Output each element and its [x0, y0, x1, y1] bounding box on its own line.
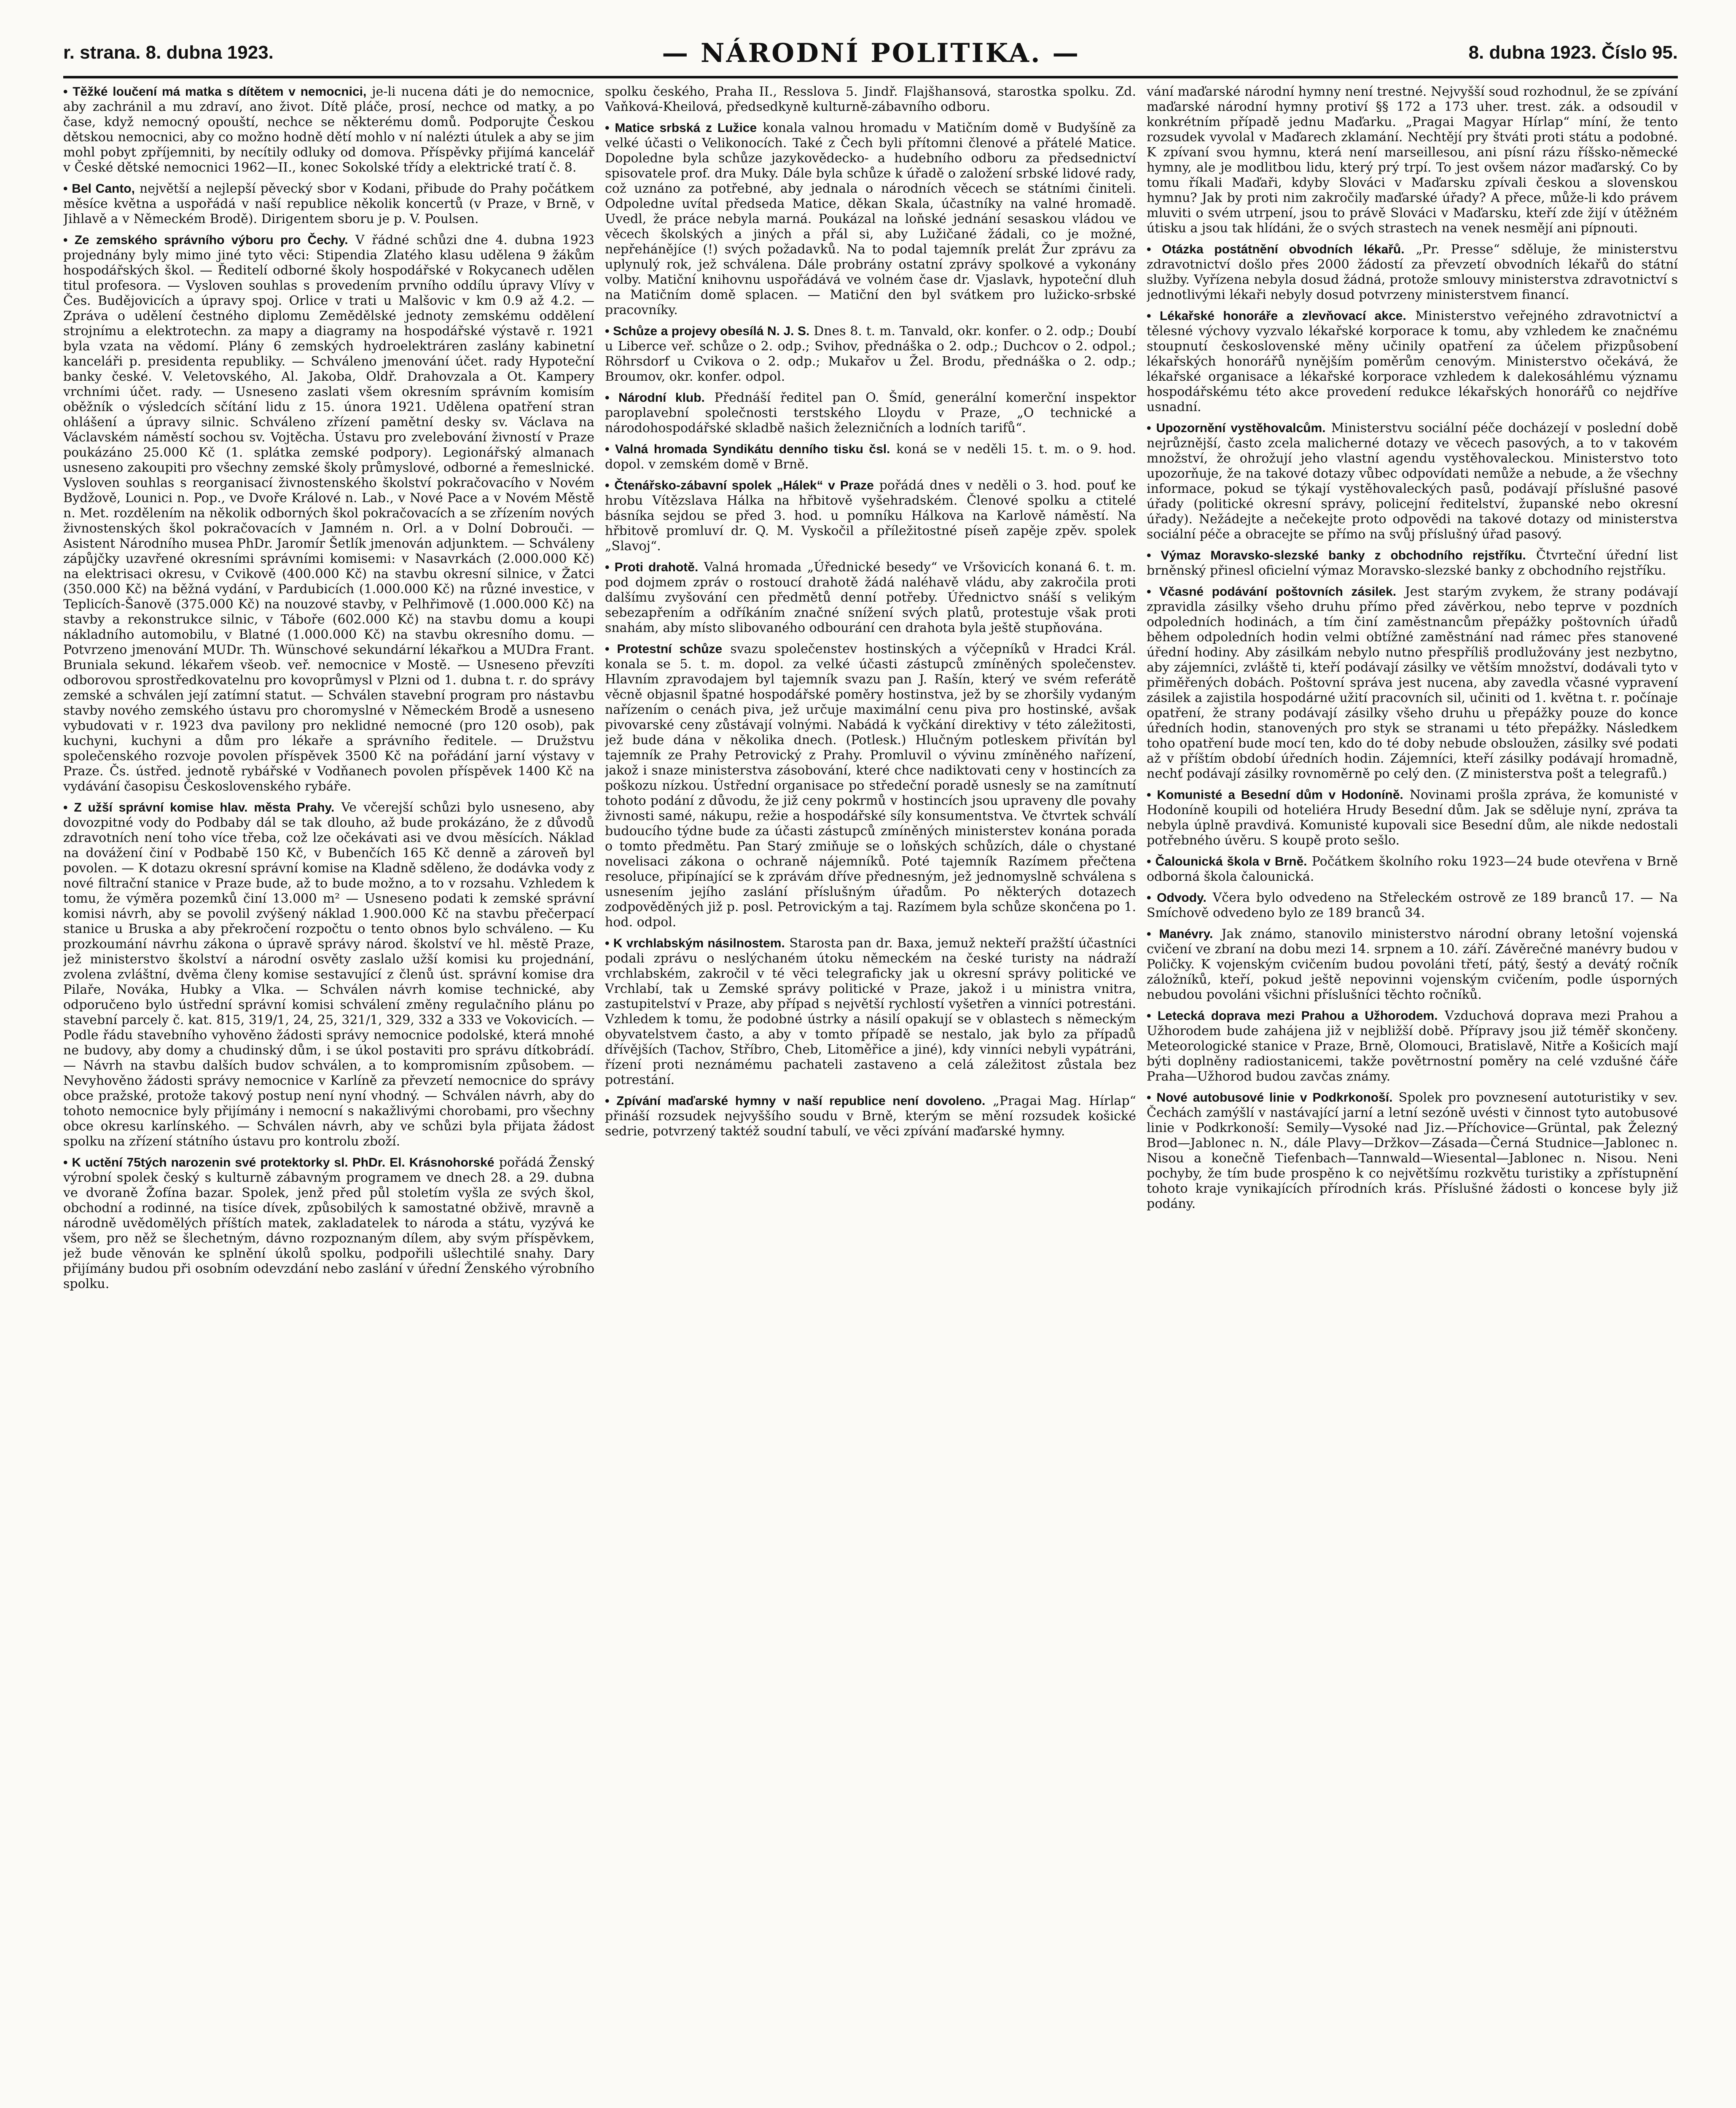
news-item [63, 1155, 594, 1292]
news-item [605, 121, 1136, 318]
column-3 [1147, 84, 1678, 2108]
news-headline: • Ze zemského správního výboru pro Čechy. [63, 233, 348, 247]
news-item [605, 478, 1136, 554]
news-headline: • Letecká doprava mezi Prahou a Užhorodem. [1147, 1009, 1438, 1023]
news-body: Jest starým zvykem, že strany podávají zpravidla zásilky všeho druhu přímo před závěrkou, nebo teprve v pozdních odpoledních hodinách, a tím činí zaměstnancům přepážky poštovních úřadů během odpoledních hodin velmi obtížné zaměstnání nad rámec přes stanovené úřední hodiny. Aby zásilkám nebylo nutno přespříliš prodlužovány jest nezbytno, aby zájemníci, zvláště ti, kteří podávají zásilky ve větším množství, dodávali tyto v přiměřených dobách. Poštovní správa jest nucena, aby zavedla včasné vypravení zásilek a zajistila hospodárné užití pracovních sil, učiniti od 1. května t. r. počínaje opatření, že strany podávají zásilky všeho druhu u přepážky pouze do konce úředních hodin, stanovených pro styk se stranami u této přepážky. Následkem toho opatření bude mocí ten, kdo do té doby nebude obsloužen, zásilky své podati až v příštím období úředních hodin. Zájemníci, kteří zásilky podávají hromadně, nechť podávají zásilky rovnoměrně po celý den. (Z ministerstva pošt a telegrafů.) [1147, 584, 1678, 781]
news-headline: • Otázka postátnění obvodních lékařů. [1147, 242, 1405, 256]
news-body: Ministerstvu sociální péče docházejí v poslední době nejrůznější, často zcela malicherné dotazy ve věcech pasových, a to v takovém množství, že ohrožují jeho vlastní agendu vystěhovaleckou. Ministerstvo toto upozorňuje, že na takové dotazy vůbec odpovídati nemůže a nebude, a že všechny informace, pokud se týkají vystěhovaleckých pasů, podávají příslušné pasové úřady (politické okresní správy, policejní ředitelství, županské nebo okresní úřady). Nežádejte a nečekejte proto odpovědi na takové dotazy od ministerstva sociální péče a obracejte se přímo na svůj příslušný úřad pasový. [1147, 421, 1678, 542]
news-body: Valná hromada „Úřednické besedy“ ve Vršovicích konaná 6. t. m. pod dojmem zpráv o rostoucí drahotě žádá naléhavě vládu, aby zakročila proti dalšímu zvyšování cen předmětů denní potřeby. Úřednictvo snáší s velikým sebezapřením a odříkáním značné snížení svých platů, protestuje však proti snahám, aby místo slibovaného odbourání cen drahota byla ještě stupňována. [605, 560, 1136, 635]
news-headline: • Čtenářsko-zábavní spolek „Hálek“ v Praze [605, 479, 874, 492]
news-headline: • Matice srbská z Lužice [605, 121, 757, 135]
news-item [63, 84, 594, 175]
news-item [605, 560, 1136, 636]
news-item [605, 390, 1136, 436]
news-headline: • Komunisté a Besední dům v Hodoníně. [1147, 788, 1403, 802]
news-item [1147, 84, 1678, 236]
news-body: Přednáší ředitel pan O. Šmíd, generální komerční inspektor paroplavební společnosti terstského Lloydu v Praze, „O technické a národohospodářské skladbě našich železničních a lodních tarifů“. [605, 390, 1136, 436]
news-body: svazu společenstev hostinských a výčepníků v Hradci Král. konala se 5. t. m. dopol. za velké účasti zástupců zmíněných společenstev. Hlavním zpravodajem byl tajemník svazu pan J. Rašín, který ve svém referátě věcně objasnil špatné hospodářské poměry hostinstva, jež by se zhoršily vydaným nařízením o cenách piva, jež určuje maximální cenu piva pro hostinské, avšak pivovarské ceny zůstávají volnými. Nabádá k vyčkání direktivy v této záležitosti, jež bude dána v několika dnech. (Potlesk.) Hlučným potleskem přivítán byl tajemník ze Prahy Petrovický z Prahy. Promluvil o vývinu zmíněného nařízení, jakož i snaze ministerstva zásobování, které chce nadiktovati ceny v hostincích za poškozu nízkou. Ústřední organisace po středeční poradě usnesly se na zamítnutí tohoto podání z důvodu, že již ceny pokrmů v hostincích jsou upraveny dle povahy živnosti samé, nákupu, režie a hospodářské síly konsumentstva. Ve čtvrtek schválí budoucího týdne bude za účasti zástupců zmíněných ministerstev konána porada o tomto předmětu. Pan Starý zmiňuje se o loňských schůzích, dále o chystané novelisaci zákona o ochraně nájemníků. Poté tajemník Razímem přečtena resoluce, připínající se k zprávám dříve přednesným, jež jednomyslně schválena s usnesením jejího zaslání příslušným úřadům. Po některých dotazech zodpověděných již p. posl. Petrovickým a taj. Razímem byla schůze skončena po 1. hod. odpol. [605, 642, 1136, 930]
news-headline: • Upozornění vystěhovalcům. [1147, 421, 1326, 435]
masthead-title: — NÁRODNÍ POLITIKA. — [662, 37, 1080, 68]
news-item [605, 936, 1136, 1088]
news-headline: • Valná hromada Syndikátu denního tisku čsl. [605, 442, 890, 456]
news-item [1147, 890, 1678, 921]
news-headline: • Proti drahotě. [605, 560, 698, 574]
news-body: Ministerstvo veřejného zdravotnictví a tělesné výchovy vyzvalo lékařské korporace k tomu, aby vzhledem ke značnému stoupnutí československé měny učinily opatření za účelem přizpůsobení lékařských honorářů nynějším poměrům cenovým. Ministerstvo očekává, že lékařské organisace a lékařské korporace vzhledem k dalekosáhlému významu hospodářskému této akce provedení redukce lékařských honorářů co nejdříve usnadní. [1147, 309, 1678, 414]
news-headline: • Z užší správní komise hlav. města Prahy. [63, 801, 334, 815]
news-body: Počátkem školního roku 1923—24 bude otevřena v Brně odborná škola čalounická. [1147, 854, 1678, 884]
news-headline: • K vrchlabským násilnostem. [605, 936, 785, 950]
news-item [1147, 242, 1678, 303]
news-body: pořádá dnes v neděli o 3. hod. pouť ke hrobu Vítězslava Hálka na hřbitově vyšehradském. Členové spolku a ctitelé básníka sejdou se před 3. hod. u pomníku Hálkova na Karlově náměstí. Na hřbitově promluví dr. Q. M. Vyskočil a příležitostné píseň zapěje zpěv. spolek „Slavoj“. [605, 478, 1136, 554]
news-body: „Pr. Presse“ sděluje, že ministerstvu zdravotnictví došlo přes 2000 žádostí za převzetí obvodních lékařů do státní služby. Vyřízena nebyla dosud žádná, protože smlouvy ministerstva zdravotnictví s jednotlivými lékaři nebyly dosud potvrzeny ministerstvem financí. [1147, 242, 1678, 302]
news-headline: • Odvody. [1147, 891, 1207, 905]
news-item [1147, 548, 1678, 578]
news-body: koná se v neděli 15. t. m. o 9. hod. dopol. v zemském domě v Brně. [605, 442, 1136, 472]
news-headline: • Těžké loučení má matka s dítětem v nemocnici, [63, 85, 366, 99]
news-headline: • Bel Canto, [63, 182, 135, 196]
news-item [1147, 421, 1678, 542]
news-body: Vzduchová doprava mezi Prahou a Užhorodem bude zahájena již v nejbližší době. Přípravy jsou již téměř skončeny. Meteorologické stanice v Praze, Brně, Olomouci, Bratislavě, Nitře a Košicích mají býti doplněny radiostanicemi, takže povětrnostní poměry na celé vzdušné čáře Praha—Užhorod budou zavčas známy. [1147, 1008, 1678, 1084]
header-issue-number: 8. dubna 1923. Číslo 95. [1468, 42, 1678, 63]
news-headline: • Národní klub. [605, 391, 705, 405]
column-2 [605, 84, 1136, 2108]
news-item [605, 324, 1136, 384]
news-item [1147, 927, 1678, 1003]
news-headline: • Včasné podávání poštovních zásilek. [1147, 585, 1396, 599]
news-headline: • Schůze a projevy obesílá N. J. S. [605, 324, 809, 338]
news-headline: • Protestní schůze [605, 642, 722, 656]
article-columns [63, 84, 1678, 2108]
news-item [605, 442, 1136, 472]
news-item [63, 233, 594, 794]
news-body: spolku českého, Praha II., Resslova 5. Jindř. Flajšhansová, starostka spolku. Zd. Vaňková-Kheilová, předsedkyně kulturně-zábavního odboru. [605, 84, 1136, 114]
news-body: Ve včerejší schůzi bylo usneseno, aby dovozpitné vody do Podbaby dál se tak dlouho, až bude prokázáno, že z důvodů zdravotních není toho více třeba, což lze očekávati asi ve dvou měsících. Náklad na dovážení činí v Podbabě 150 Kč, v Bubenčích 165 Kč denně a zároveň byl povolen. — K dotazu okresní správní komise na Kladně sděleno, že dodávka vody z nové filtrační stanice v Praze bude, až to bude možno, a to v rozsahu. Vzhledem k tomu, že výměra pozemků činí 13.000 m² — Usneseno podati k zemské správní komisi návrh, aby se povolil zvýšený náklad 1.900.000 Kč na stavbu přečerpací stanice u Bruska a aby překročení rozpočtu o tento obnos bylo schváleno. — Ku prozkoumání návrhu zákona o úpravě správy národ. školství ve hl. městě Praze, jež ministerstvo školství a národní osvěty zaslalo užší komisi ku projednání, zvolena zvláštní, dvěma členy komise sestavující z členů úst. správní komise dra Pilaře, Nováka, Hubky a Vlka. — Schválen návrh komise technické, aby odporučeno bylo ústřední správní komisi schválení změny regulačního plánu po stavební parcely č. kat. 815, 319/1, 24, 25, 321/1, 329, 332 a 333 ve Vokovicích. — Podle řádu stavebního vyhověno žádosti správy nemocnice podolské, která mnohé ne budovy, aby domy a chudinský dům, i se úkol postaviti pro správu dítkobrádí. — Návrh na stavbu dalších budov schválen, a to kompromisním způsobem. — Nevyhověno žádosti správy nemocnice v Karlíně za převzetí nemocnice do správy obce pražské, protože takový postup není nyní vhodný. — Schválen návrh, aby do tohoto nemocnice byly přijímány i nemocní s nakažlivými chorobami, pro všechny obce okresu karlínského. — Schválen návrh, aby ve schůzi byla přijata žádost spolku na zřízení státního ústavu pro kontrolu zboží. [63, 800, 594, 1149]
page-header [63, 30, 1678, 78]
news-body: V řádné schůzi dne 4. dubna 1923 projednány byly mimo jiné tyto věci: Stipendia Zlatého klasu udělena 9 žákům hospodářských škol. — Ředitelí odborné školy hospodářské v Rokycanech udělen titul profesora. — Vysloven souhlas s provedením prvního oddílu úpravy Vlívy v Čes. Budějovicích a úpravy spoj. Orlice v trati u Malšovic v km 0.9 až 4.2. — Zpráva o udělení čestného diplomu Zemědělské jednoty zemskému oddělení strojnímu a elektrotechn. za mapy a diagramy na hospodářské výstavě r. 1921 byla vzata na vědomí. Plány 6 zemských hydroelektráren zaslány kabinetní kanceláři p. presidenta republiky. — Schváleno jmenování účet. rady Hypoteční banky české. V. Veletovského, Al. Jakoba, Oldř. Drahovzala a Ot. Kampery vrchními účet. rady. — Usneseno zaslati všem okresním správním komisím oběžník o výsledcích sčítání lidu z 15. února 1921. Udělena opatření stran ohlášení a úpravy silnic. Schváleno zřízení pamětní desky sv. Václava na Václavském náměstí sochou sv. Vojtěcha. Ústavu pro zvelebování živností v Praze poukázáno 25.000 Kč (1. splátka zemské podpory). Legionářský almanach usneseno zakoupiti pro všechny zemské školy průmyslové, odborné a řemeslnické. Vysloven souhlas s reorganisací živnostenského školství pokračovacího v Novém Bydžově, Lounici n. Pop., ve Dvoře Králové n. Lab., v Nové Pace a v Novém Městě n. Met. rozdělením na několik odborných škol pokračovacích a se zřízením nových živnostenských škol pokračovacích v Jamném n. Orl. a v Dolní Dobrouči. — Asistent Národního musea PhDr. Jaromír Šetlík jmenován adjunktem. — Schváleny zápůjčky uzavřené okresními správními komisemi: v Nasavrkách (2.000.000 Kč) na elektrisaci okresu, v Cvikově (400.000 Kč) na stavbu okresní silnice, v Žatci (350.000 Kč) na běžná vydání, v Pardubicích (1.000.000 Kč) na různé investice, v Teplicích-Šanově (375.000 Kč) na nouzové stavby, v Pelhřimově (1.000.000 Kč) na stavby a rekonstrukce silnic, v Táboře (602.000 Kč) na stavbu domu a koupi nákladního automobilu, v Blatné (1.000.000 Kč) na stavbu okresního domu. — Potvrzeno jmenování MUDr. Th. Wünschové sekundární lékařkou a MUDra Frant. Bruniala sekund. lékařem všeob. veř. nemocnice v Mostě. — Usneseno převzíti odborovou sprostředkovatelnu pro kovoprůmysl v Plzni od 1. dubna t. r. do správy zemské a schválen její zatímní statut. — Schválen stavební program pro nástavbu stavby nového zemského ústavu pro choromyslné v Německém Brodě a usneseno vybudovati v r. 1923 dva pavilony pro neklidné nemocné (pro 120 osob), pak kuchyni, kuchyni a dům pro lékaře a správního ředitele. — Družstvu společenského rozvoje povolen příspěvek 3500 Kč na pořádání jarní výstavy v Praze. Čs. ústřed. jednotě rybářské v Vodňanech povolen příspěvek 1400 Kč na vydávání časopisu Československého rybáře. [63, 233, 594, 794]
news-item [1147, 309, 1678, 415]
news-body: Spolek pro povznesení autoturistiky v sev. Čechách zamýšlí v nastávající jarní a letní sezóně uvésti v činnost tyto autobusové linie v Podkrkonoší: Semily—Vysoké nad Jiz.—Příchovice—Grüntal, pak Železný Brod—Jablonec n. N., dále Plavy—Držkov—Zásada—Černá Studnice—Jablonec n. Nisou a konečně Tiefenbach—Tannwald—Wiesental—Jablonec n. Nisou. Neni pochyby, že tím bude prospěno k co největšímu rozkvětu turistiky a zpřístupnění tohoto kraje vynikajících přírodních krás. Příslušné žádosti o koncese byly již podány. [1147, 1090, 1678, 1211]
news-body: největší a nejlepší pěvecký sbor v Kodani, přibude do Prahy počátkem měsíce května a uspořádá v naší republice několik koncertů (v Praze, v Brně, v Jihlavě a v Německém Brodě). Dirigentem sboru je p. V. Poulsen. [63, 181, 594, 226]
news-item [1147, 854, 1678, 885]
column-1 [63, 84, 594, 2108]
news-item [1147, 1008, 1678, 1084]
news-body: Jak známo, stanovilo ministerstvo národní obrany letošní vojenská cvičení ve zbraní na dobu mezi 14. srpnem a 10. září. Závěrečné manévry budou v Poličky. K vojenským cvičením budou povoláni třetí, pátý, šestý a devátý ročník záložníků, kteří, pokud ještě nepovinni vojenským cvičením, podle úsporných nebudou povoláni všichni příslušníci těchto ročníků. [1147, 927, 1678, 1002]
news-headline: • Manévry. [1147, 927, 1213, 941]
news-item [63, 181, 594, 227]
news-headline: • Lékařské honoráře a zlevňovací akce. [1147, 309, 1406, 323]
news-body: je-li nucena dáti je do nemocnice, aby zachránil a mu zdraví, ano život. Dítě pláče, prosí, nechce od matky, a po čase, když nemocný opouští, nechce se některému domů. Podporujte Českou dětskou nemocnici, aby co možno hodně dětí mohlo v ní nalézti útulek a aby se jim mohl pobyt zpříjemniti, by necítily odluky od domova. Příspěvky přijímá kancelář v České dětské nemocnici 1962—II., konec Sokolské třídy a elektrické tratí č. 8. [63, 84, 594, 175]
news-body: Dnes 8. t. m. Tanvald, okr. konfer. o 2. odp.; Doubí u Liberce veř. schůze o 2. odp.; Svihov, přednáška o 2. odp.; Duchcov o 2. odpol.; Röhrsdorf u Cvikova o 2. odp.; Mukařov u Žel. Brodu, přednáška o 2. odp.; Broumov, okr. konfer. odpol. [605, 324, 1136, 384]
news-body: konala valnou hromadu v Matičním domě v Budyšíně za velké účasti o Velikonocích. Také z Čech byli přítomni členové a přátelé Matice. Dopoledne byla schůze jazykovědecko- a hudebního odboru za předsednictví spisovatele prof. dra Muky. Dále byla schůze k úřadě o založení srbské lidové rady, což uznáno za potřebné, aby jednala o národních věcech se státními činiteli. Odpoledne uvítal předseda Matice, děkan Skala, účastníky na valné hromadě. Uvedl, že práce nebyla marná. Poukázal na loňské jednání sesaskou vládou ve věcech školských a jiných a přál si, aby Lužičané žádali, co je možné, nepřehánějíce (!) svých požadavků. Na to podal tajemník prelát Žur zprávu za uplynulý rok, jež schválena. Dále probrány ostatní zprávy spolkové a vykonány volby. Matiční knihovnu uspořádává ve volném čase dr. Vjaslavk, hypoteční dluh na Matičním domě splacen. — Matiční den byl svátkem pro lužicko-srbské pracovníky. [605, 121, 1136, 317]
news-headline: • Čalounická škola v Brně. [1147, 855, 1307, 868]
news-body: Čtvrteční úřední list brněnský přinesl oficielní výmaz Moravsko-slezské banky z obchodního rejstříku. [1147, 548, 1678, 578]
news-headline: • Nové autobusové linie v Podkrkonoší. [1147, 1091, 1392, 1105]
header-page-date: r. strana. 8. dubna 1923. [63, 42, 274, 63]
news-headline: • K uctění 75tých narozenin své protektorky sl. PhDr. El. Krásnohorské [63, 1156, 494, 1170]
news-item [63, 800, 594, 1149]
news-item [1147, 584, 1678, 782]
news-headline: • Zpívání maďarské hymny v naší republice není dovoleno. [605, 1094, 985, 1108]
news-headline: • Výmaz Moravsko-slezské banky z obchodního rejstříku. [1147, 549, 1526, 562]
news-body: Starosta pan dr. Baxa, jemuž nekteří pražští účastníci podali zprávu o neslýchaném útoku německém na české turisty na nádraží vrchlabském, zakročil v té věci telegraficky jak u okresní správy politické ve Vrchlabí, tak u Zemské správy politické v Praze, jakož i u ministra vnitra, zastupitelství v Praze, aby případ s největší rychlostí vyšetřen a vinníci potrestáni. Vzhledem k tomu, že podobné ústrky a násilí opakují se v oblastech s německým obyvatelstvem často, a aby v tomto případě se nestalo, jak bylo za případů dřívějších (Tachov, Stříbro, Cheb, Litoměřice a jiné), kdy vinníci nebyli vypátráni, řízení proti neznámému pachateli zastaveno a celá záležitost zůstala bez potrestání. [605, 936, 1136, 1087]
news-body: Novinami prošla zpráva, že komunisté v Hodoníně koupili od hoteliéra Hrudy Besední dům. Jak se sděluje nyní, zpráva ta nebyla úplně pravdivá. Komunisté kupovali sice Besední dům, ale nikde nedostali potřebného úvěru. S koupě proto sešlo. [1147, 788, 1678, 848]
news-body: vání maďarské národní hymny není trestné. Nejvyšší soud rozhodnul, že se zpívání maďarské národní hymny protiví §§ 172 a 173 uher. trest. zák. a odsoudil v konkrétním případě jednu Maďarku. „Pragai Magyar Hírlap“ míní, že tento rozsudek vyvolal v Maďarech zklamání. Nechtějí pry štváti proti státu a podobné. K zpívaní svou hymnu, která není marseillesou, ani písní rázu říšsko-německé hymny, ale je modlitbou lidu, který prý trpí. To jest ovšem názor maďarský. Co by tomu říkali Maďaři, kdyby Slováci v Maďarsku zpívali českou a slovenskou hymnu? Jak by proti nim zakročily maďarské úřady? A přece, může-li kdo právem mluviti o svém utrpení, jsou to právě Slováci v Maďarsku, kteří zde žijí v útěžném útisku a jsou tak hlídáni, že o svých strastech na venek nesmějí ani pípnouti. [1147, 84, 1678, 236]
news-item [605, 642, 1136, 930]
news-item [1147, 1090, 1678, 1212]
news-body: „Pragai Mag. Hírlap“ přináší rozsudek nejvyššího soudu v Brně, kterým se mění rozsudek košické sedrie, potvrzený taktéž soudní tabulí, ve věci zpívání maďarské hymny. [605, 1094, 1136, 1139]
news-body: Včera bylo odvedeno na Střeleckém ostrově ze 189 branců 17. — Na Smíchově odvedeno bylo ze 189 branců 34. [1147, 890, 1678, 920]
news-item [1147, 788, 1678, 848]
news-item [605, 84, 1136, 115]
news-item [605, 1094, 1136, 1139]
news-body: pořádá Ženský výrobní spolek český s kulturně zábavným programem ve dnech 28. a 29. dubna ve dvoraně Žofína bazar. Spolek, jenž před půl stoletím vyšla ze svých škol, obchodní a rodinné, na tisíce dívek, způsobilých k samostatné obživě, mravně a národně uvědomělých příštích matek, zakladatelek to národa a státu, vyzývá ke všem, pro něž se šlechetným, dávno rozpoznaným dílem, aby svým příspěvkem, jež bude věnován ke splnění úkolů spolku, podpořili ušlechtilé snahy. Dary přijímány budou při osobním odevzdání nebo zaslání v úřední Ženského výrobního spolku. [63, 1155, 594, 1291]
